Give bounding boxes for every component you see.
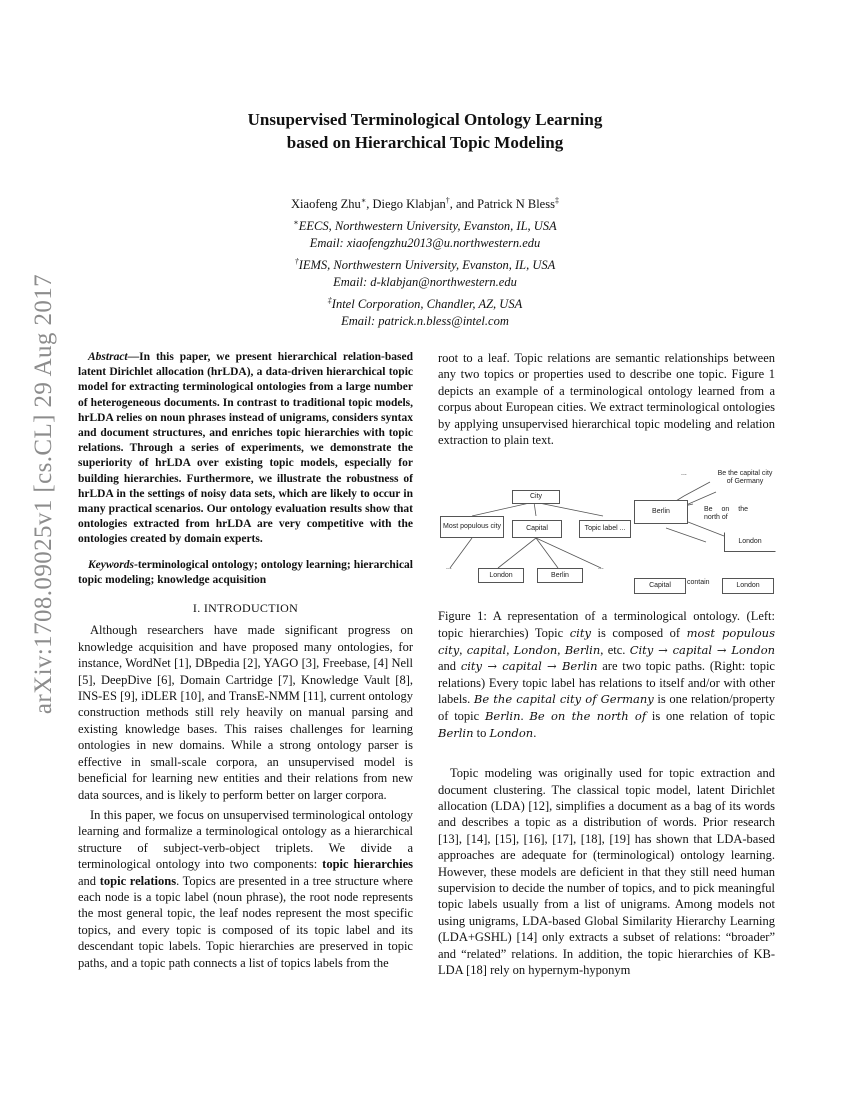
arxiv-stamp-text: arXiv:1708.09025v1 [cs.CL] 29 Aug 2017 <box>30 273 57 715</box>
affiliation-2-text: IEMS, Northwestern University, Evanston, IL, USA <box>298 257 556 272</box>
email-1: Email: xiaofengzhu2013@u.northwestern.edu <box>309 236 541 251</box>
caption-part: London <box>513 642 558 657</box>
affiliation-1-mark: ∗ <box>293 217 299 227</box>
relation-be-on-north: Be on the north of <box>704 506 748 522</box>
node-r-capital: Capital <box>634 578 686 594</box>
affiliation-2 <box>0 253 850 275</box>
author-2-mark: † <box>445 196 450 205</box>
author-2: , Diego Klabjan <box>366 197 446 212</box>
node-r-london-2: London <box>722 578 774 594</box>
affiliation-3-text: Intel Corporation, Chandler, AZ, USA <box>331 296 523 311</box>
author-1: Xiaofeng Zhu <box>291 197 361 212</box>
body-paragraph-topic-modeling: Topic modeling was originally used for topic extraction and document clustering. The classical topic model, latent Dirichlet allocation (LDA) [12], simplifies a document as a bag of its words and describes a topic as a distribution of words. Prior research [13], [14], [15], [16], [17], [18], [19] has shown that LDA-based approaches are adequate for (terminological) ontology learning. However, these models are deficient in that they still need human supervision to decide the number of topics, and to pick meaningful topic labels usually from a list of unigrams. Among models not using unigrams, LDA-based Global Similarity Hierarchy Learning (LDA+GSHL) [14] only extracts a subset of relations: “broader” and “related” relations. In addition, the topic hierarchies of KB-LDA [18] rely on hypernym-hyponym <box>438 766 775 978</box>
section-heading-introduction: I. INTRODUCTION <box>192 601 299 616</box>
caption-part: , <box>506 642 514 657</box>
intro-p2-c: and <box>78 873 100 888</box>
caption-part: , <box>557 642 565 657</box>
node-london: London <box>478 568 524 583</box>
caption-part: to <box>473 725 490 740</box>
affiliation-3-mark: ‡ <box>327 295 332 305</box>
intro-p2-bold-1: topic hierarchies <box>322 857 413 872</box>
affiliation-1 <box>0 214 850 236</box>
caption-part: is one relation/property of topic <box>438 692 775 723</box>
abstract-text: —In this paper, we present hierarchical relation-based latent Dirichlet allocation (hrLDA), a data-driven hierarchical topic model for extracting terminological ontologies from a large number of heterogeneous documents. In contrast to traditional topic models, hrLDA relies on noun phrases instead of unigrams, considers syntax and document structures, and enriches topic hierarchies with topic relations. Through a series of experiments, we demonstrate the superiority of hrLDA over existing topic models, especially for building hierarchies. Furthermore, we illustrate the robustness of hrLDA in the settings of noisy data sets, which are likely to occur in many practical scenarios. Our ontology evaluation results show that ontologies extracted from hrLDA are very competitive with the ontologies created by domain experts. <box>78 351 413 546</box>
caption-part: city <box>569 626 591 641</box>
keywords-label: Keywords <box>88 558 134 571</box>
intro-paragraph-1: Although researchers have made significant progress on knowledge acquisition and have proposed many ontologies, for instance, WordNet [1], DBpedia [2], YAGO [3], Freebase, [4] Nell [5], DeepDive [6], Domain Cartridge [7], Knowledge Vault [8], INS-ES [9], iDLER [10], and TransE-NMM [11], current ontology construction methods still rely heavily on manual parsing and existing knowledge bases. This raises challenges for learning ontologies in new domains. While a strong ontology parser is effective in small-scale corpora, an unsupervised model is beneficial for learning new entities and their relations from new data sources, and is likely to perform better on larger corpora. <box>78 623 413 802</box>
keywords-text: -terminological ontology; ontology learning; hierarchical topic modeling; knowledge acquisition <box>78 558 413 586</box>
abstract <box>78 350 413 548</box>
caption-part: Berlin <box>484 709 521 723</box>
author-1-mark: ∗ <box>360 196 367 205</box>
node-ellipsis-top: ... <box>681 470 687 478</box>
left-column <box>78 350 413 975</box>
caption-part: is composed of <box>590 626 687 641</box>
caption-part: . <box>533 725 537 740</box>
caption-part: , <box>459 642 467 657</box>
caption-part: is one relation of topic <box>646 709 775 723</box>
affiliation-2-mark: † <box>294 256 299 266</box>
paper-title <box>0 108 850 154</box>
node-r-berlin: Berlin <box>634 500 688 524</box>
affiliation-3 <box>0 292 850 314</box>
intro-paragraph-3: root to a leaf. Topic relations are semantic relationships between any two topics or properties used to describe one topic. Figure 1 depicts an example of a terminological ontology learned from a corpus about European cities. We extract terminological ontologies by applying unsupervised hierarchical topic modeling and relation extraction to plain text. <box>438 351 775 448</box>
node-most-populous-city: Most populous city <box>440 516 504 538</box>
intro-p2-bold-2: topic relations <box>99 873 177 888</box>
email-2: Email: d-klabjan@northwestern.edu <box>333 275 517 290</box>
email-3: Email: patrick.n.bless@intel.com <box>341 314 509 329</box>
arxiv-stamp <box>26 273 62 715</box>
relation-contain: contain <box>687 579 710 587</box>
author-block <box>0 192 850 330</box>
intro-p2-a: In this paper, we focus on unsupervised terminological ontology learning and formalize a terminological ontology as a hierarchical structure of subject-verb-object triplets. We divide a terminological ontology into two components: <box>78 807 413 872</box>
figure-1 <box>438 464 775 590</box>
keywords <box>78 558 413 588</box>
node-ellipsis-left: ... <box>446 564 452 572</box>
abstract-label: Abstract <box>88 351 128 363</box>
node-city: City <box>512 490 560 504</box>
right-column <box>438 350 775 982</box>
author-3-mark: ‡ <box>554 196 559 205</box>
node-topic-label: Topic label ... <box>579 520 631 538</box>
intro-p2-d: . Topics are presented in a tree structure where each node is a topic label (noun phrase), the root node represents the most general topic, the leaf nodes represent the most specific topics, and every topic is composed of its topic label and its descendant topic labels. Topic hierarchies are preserved in topic paths, and a topic path connects a list of topics labels from the <box>78 873 413 970</box>
caption-part: are two topic paths. (Right: topic relations) Every topic label has relations to itself and/or with other labels. <box>438 659 775 707</box>
caption-part: capital <box>466 642 507 657</box>
node-ellipsis-right: ... <box>598 564 604 572</box>
caption-part: most populous city <box>438 626 775 657</box>
author-3: , and Patrick N Bless <box>449 197 555 212</box>
caption-part: London <box>489 725 534 740</box>
author-names <box>0 192 850 214</box>
caption-part: City → capital → London <box>629 642 776 657</box>
caption-part: and <box>438 659 461 674</box>
caption-part: Berlin <box>438 725 474 740</box>
node-berlin: Berlin <box>537 568 583 583</box>
title-line-1: Unsupervised Terminological Ontology Learning <box>247 110 603 129</box>
intro-paragraph-2 <box>78 807 413 971</box>
caption-part: city → capital → Berlin <box>460 659 598 674</box>
caption-part: Berlin <box>564 642 601 657</box>
caption-part: , etc. <box>600 642 630 657</box>
relation-be-capital: Be the capital city of Germany <box>717 470 773 486</box>
node-capital: Capital <box>512 520 562 538</box>
caption-part: Figure 1: A representation of a terminological ontology. (Left: topic hierarchies) Topic <box>438 609 775 641</box>
caption-part: Be the capital city of Germany <box>473 692 654 707</box>
affiliation-1-text: EECS, Northwestern University, Evanston, IL, USA <box>298 218 557 233</box>
caption-part: Be on the north of <box>529 709 647 723</box>
title-line-2: based on Hierarchical Topic Modeling <box>286 133 564 152</box>
figure-1-caption <box>438 608 775 741</box>
caption-part: . <box>520 709 530 723</box>
node-r-london: London <box>724 532 776 552</box>
